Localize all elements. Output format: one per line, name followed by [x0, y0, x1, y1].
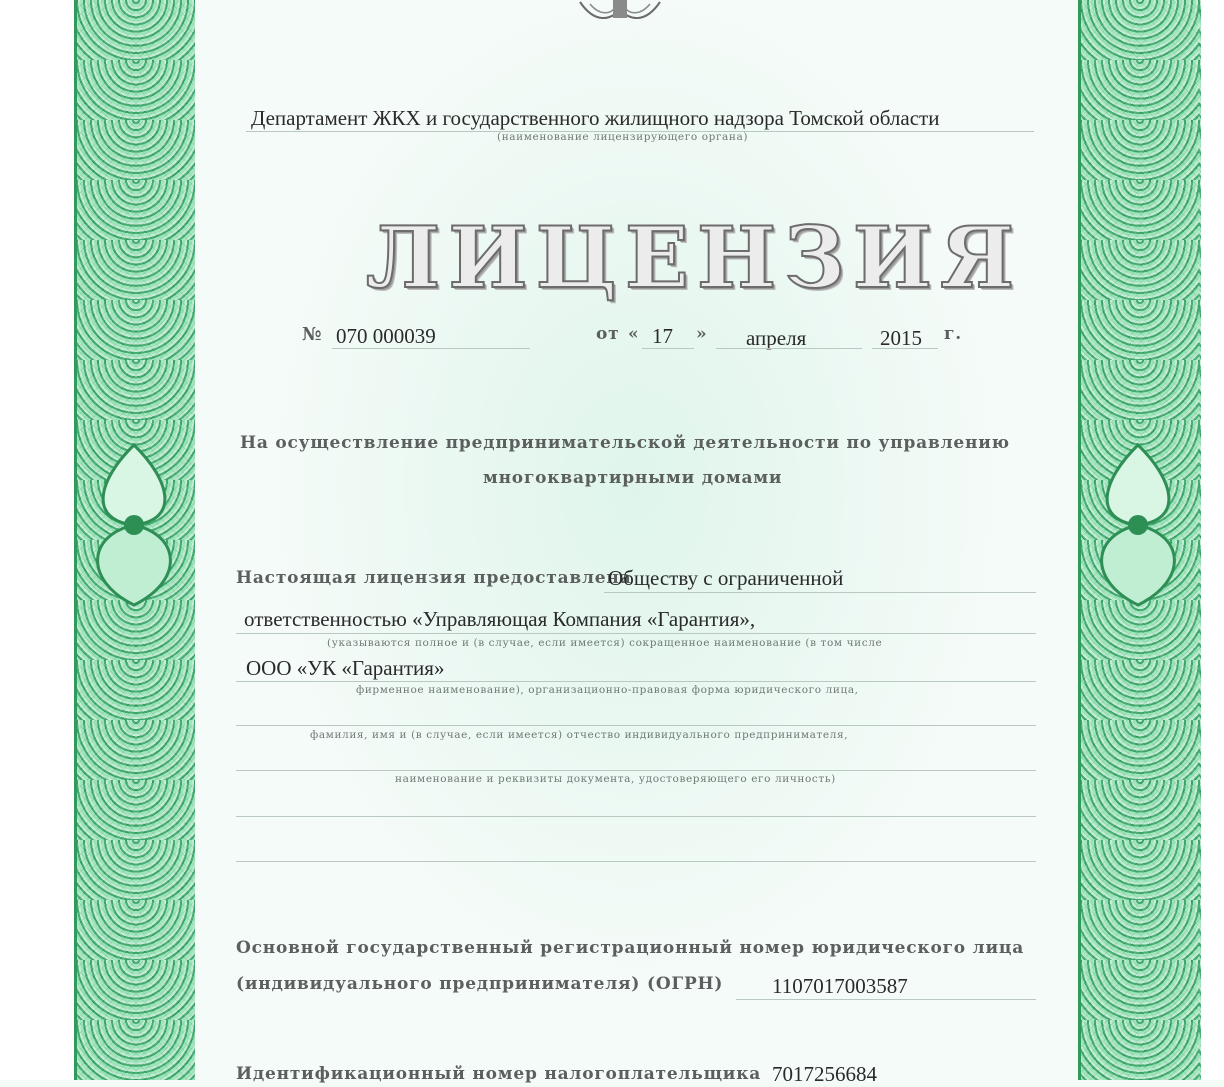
licensing-authority: Департамент ЖКХ и государственного жилищного надзора Томской области	[251, 106, 940, 130]
caption-line-4: наименование и реквизиты документа, удостоверяющего его личность)	[395, 773, 836, 785]
blank-underline-1	[236, 725, 1036, 726]
holder-line-2: ответственностью «Управляющая Компания «Гарантия»,	[244, 607, 756, 631]
activity-line-1: На осуществление предпринимательской деятельности по управлению	[240, 433, 1010, 453]
date-year: 2015	[880, 326, 922, 350]
activity-line-2: многоквартирными домами	[483, 468, 783, 488]
inn-value: 7017256684	[772, 1062, 877, 1086]
inn-label: Идентификационный номер налогоплательщика	[236, 1064, 762, 1084]
holder-underline-1	[604, 592, 1036, 593]
blank-underline-2	[236, 770, 1036, 771]
ogrn-value: 1107017003587	[772, 974, 908, 998]
date-month: апреля	[746, 326, 807, 350]
caption-line-2: фирменное наименование), организационно-правовая форма юридического лица,	[356, 684, 859, 696]
license-number: 070 000039	[336, 324, 436, 348]
month-underline	[716, 348, 862, 349]
holder-line-3: ООО «УК «Гарантия»	[246, 656, 445, 680]
year-underline	[872, 348, 938, 349]
right-fleur-ornament	[1082, 440, 1194, 610]
caption-line-3: фамилия, имя и (в случае, если имеется) отчество индивидуального предпринимателя,	[310, 729, 849, 741]
ogrn-label-line-2: (индивидуального предпринимателя) (ОГРН)	[236, 974, 724, 994]
margin-left	[0, 0, 74, 1080]
day-underline	[642, 348, 694, 349]
blank-underline-4	[236, 861, 1036, 862]
ogrn-underline	[736, 999, 1036, 1000]
state-emblem-icon	[575, 0, 665, 26]
caption-line-1: (указываются полное и (в случае, если имеется) сокращенное наименование (в том числе	[327, 637, 883, 649]
ogrn-label-line-1: Основной государственный регистрационный номер юридического лица	[236, 938, 1025, 958]
document-body	[195, 0, 1075, 1080]
date-quote-close: »	[696, 324, 708, 344]
granted-label: Настоящая лицензия предоставлена	[236, 568, 632, 588]
licensing-authority-caption: (наименование лицензирующего органа)	[497, 131, 749, 143]
holder-line-1: Обществу с ограниченной	[608, 566, 844, 590]
number-underline	[332, 348, 530, 349]
blank-underline-3	[236, 816, 1036, 817]
date-day: 17	[652, 324, 673, 348]
date-from-label: от	[596, 324, 620, 344]
date-year-suffix: г.	[944, 324, 962, 344]
margin-right	[1201, 0, 1224, 1080]
number-label: №	[302, 324, 323, 345]
holder-underline-3	[236, 681, 1036, 682]
holder-underline-2	[236, 633, 1036, 634]
date-quote-open: «	[628, 324, 640, 344]
left-fleur-ornament	[78, 440, 190, 610]
license-title: ЛИЦЕНЗИЯ	[366, 208, 1023, 307]
